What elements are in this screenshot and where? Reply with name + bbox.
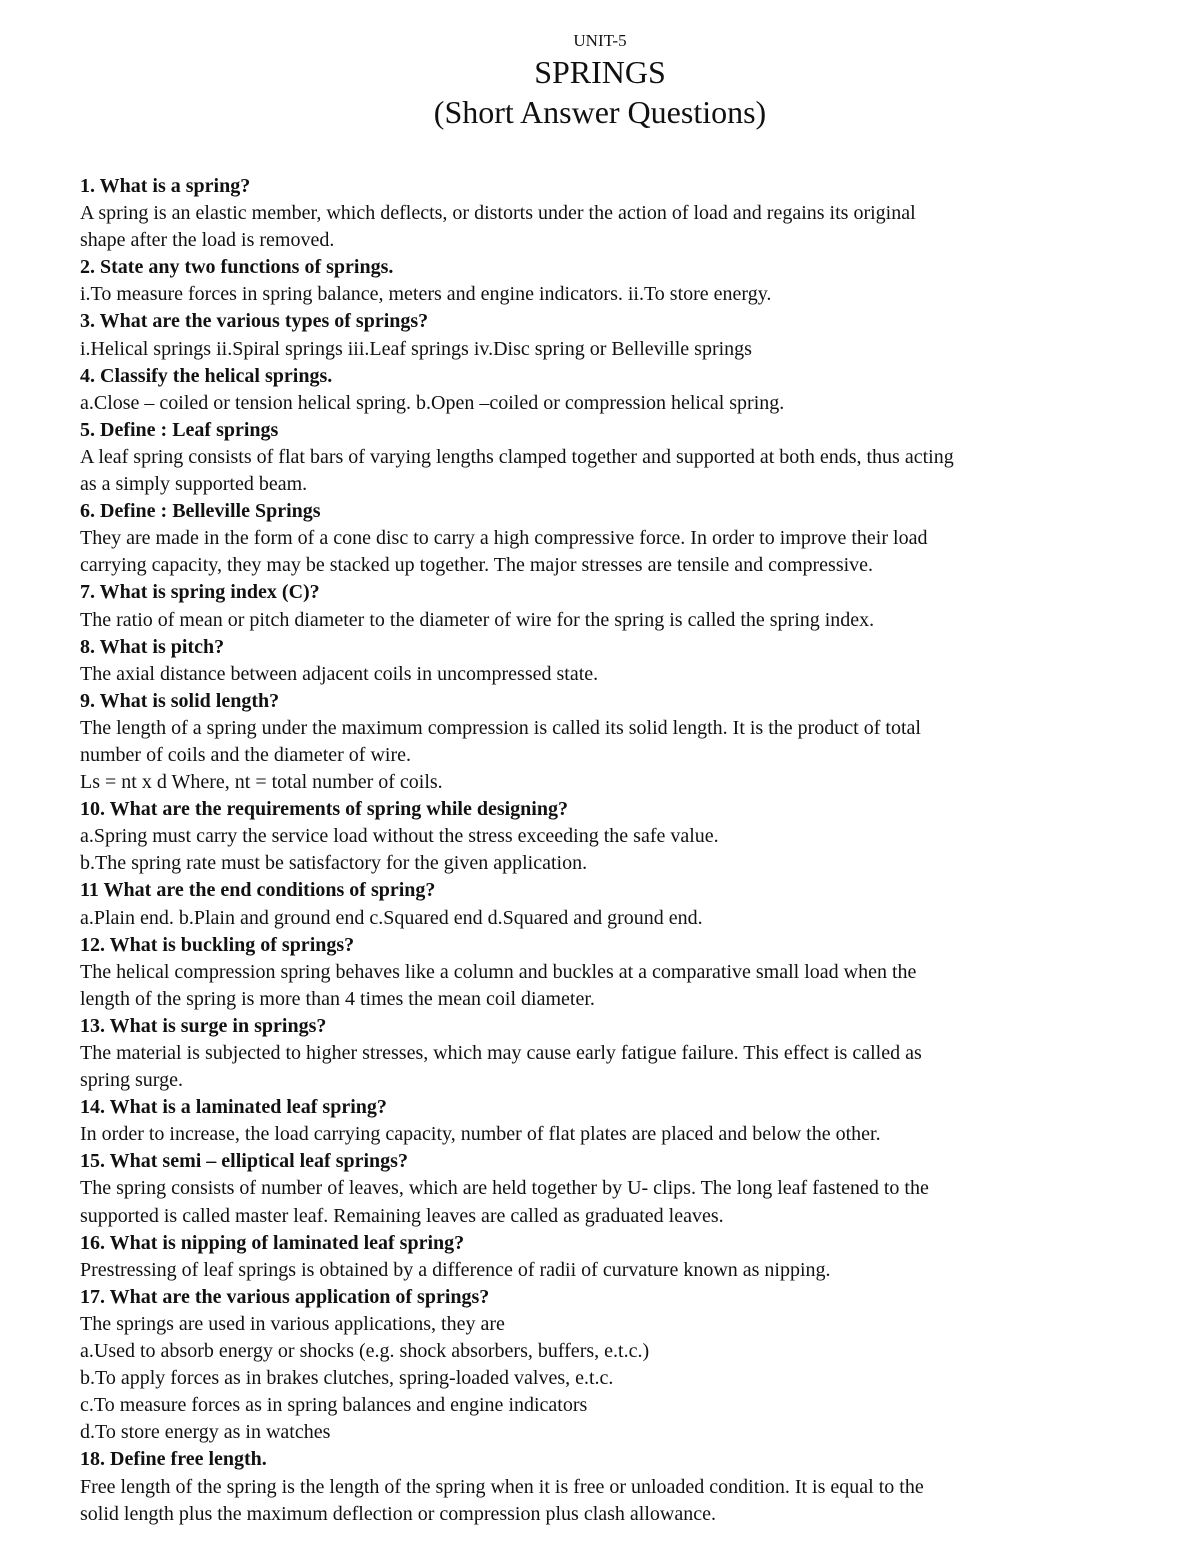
question-heading: 10. What are the requirements of spring while designing? (80, 798, 568, 821)
qa-item (80, 363, 1120, 417)
qa-item (80, 634, 1120, 688)
answer-line: The helical compression spring behaves like a column and buckles at a comparative small load when the (80, 960, 917, 983)
qa-item (80, 796, 1120, 877)
qa-item (80, 1446, 1120, 1527)
qa-item (80, 877, 1120, 931)
answer-line: In order to increase, the load carrying capacity, number of flat plates are placed and below the other. (80, 1123, 881, 1146)
qa-item (80, 1284, 1120, 1447)
page-title: SPRINGS (534, 54, 666, 90)
answer-line: shape after the load is removed. (80, 229, 335, 252)
question-heading: 14. What is a laminated leaf spring? (80, 1096, 387, 1119)
qa-item (80, 688, 1120, 796)
qa-item (80, 579, 1120, 633)
unit-label: UNIT-5 (573, 31, 627, 50)
qa-item (80, 173, 1120, 254)
answer-line: a.Close – coiled or tension helical spring. b.Open –coiled or compression helical spring. (80, 391, 785, 414)
question-heading: 1. What is a spring? (80, 175, 251, 197)
question-answer-list (80, 173, 1120, 1528)
answer-line: Prestressing of leaf springs is obtained by a difference of radii of curvature known as nipping. (80, 1258, 831, 1281)
question-heading: 6. Define : Belleville Springs (80, 500, 321, 523)
question-heading: 18. Define free length. (80, 1448, 267, 1471)
answer-line: b.The spring rate must be satisfactory for the given application. (80, 852, 588, 875)
answer-line: They are made in the form of a cone disc to carry a high compressive force. In order to improve their load (80, 527, 928, 550)
question-heading: 3. What are the various types of springs? (80, 310, 429, 333)
answer-line: A leaf spring consists of flat bars of varying lengths clamped together and supported at both ends, thus acting (80, 445, 954, 468)
answer-line: A spring is an elastic member, which deflects, or distorts under the action of load and regains its original (80, 202, 916, 225)
answer-line: carrying capacity, they may be stacked up together. The major stresses are tensile and compressive. (80, 554, 874, 577)
page-subtitle: (Short Answer Questions) (433, 94, 767, 130)
answer-line: The ratio of mean or pitch diameter to the diameter of wire for the spring is called the spring index. (80, 608, 875, 631)
answer-line: The material is subjected to higher stresses, which may cause early fatigue failure. This effect is called as (80, 1042, 922, 1064)
question-heading: 16. What is nipping of laminated leaf spring? (80, 1231, 465, 1254)
answer-line: supported is called master leaf. Remaining leaves are called as graduated leaves. (80, 1204, 724, 1227)
answer-line: Free length of the spring is the length of the spring when it is free or unloaded condition. It is equal to the (80, 1475, 924, 1498)
answer-line: The spring consists of number of leaves, which are held together by U- clips. The long leaf fastened to the (80, 1177, 929, 1200)
qa-item (80, 1094, 1120, 1148)
answer-line: The axial distance between adjacent coils in uncompressed state. (80, 662, 599, 685)
answer-line: number of coils and the diameter of wire. (80, 743, 411, 766)
qa-item (80, 417, 1120, 498)
question-heading: 4. Classify the helical springs. (80, 364, 333, 387)
answer-line: c.To measure forces as in spring balances and engine indicators (80, 1394, 588, 1417)
qa-item (80, 254, 1120, 308)
question-heading: 12. What is buckling of springs? (80, 933, 355, 956)
qa-item (80, 1230, 1120, 1284)
document-header (80, 30, 1120, 132)
question-heading: 7. What is spring index (C)? (80, 581, 320, 604)
answer-line: as a simply supported beam. (80, 473, 308, 496)
question-heading: 11 What are the end conditions of spring? (80, 879, 436, 902)
answer-line: a.Plain end. b.Plain and ground end c.Squared end d.Squared and ground end. (80, 906, 703, 929)
answer-line: a.Used to absorb energy or shocks (e.g. shock absorbers, buffers, e.t.c.) (80, 1340, 650, 1363)
qa-item (80, 1013, 1120, 1094)
qa-item (80, 1148, 1120, 1229)
qa-item (80, 498, 1120, 579)
answer-line: The springs are used in various applications, they are (80, 1312, 505, 1335)
question-heading: 9. What is solid length? (80, 689, 280, 712)
answer-line: a.Spring must carry the service load without the stress exceeding the safe value. (80, 825, 719, 848)
answer-line: i.To measure forces in spring balance, meters and engine indicators. ii.To store energy. (80, 283, 772, 306)
answer-line: b.To apply forces as in brakes clutches, spring-loaded valves, e.t.c. (80, 1367, 614, 1390)
answer-line: spring surge. (80, 1069, 183, 1092)
question-heading: 2. State any two functions of springs. (80, 256, 394, 279)
answer-line: d.To store energy as in watches (80, 1421, 331, 1444)
question-heading: 5. Define : Leaf springs (80, 418, 279, 441)
question-heading: 15. What semi – elliptical leaf springs? (80, 1150, 408, 1173)
answer-line: solid length plus the maximum deflection or compression plus clash allowance. (80, 1502, 716, 1525)
answer-line: The length of a spring under the maximum compression is called its solid length. It is the product of total (80, 716, 921, 739)
answer-line: Ls = nt x d Where, nt = total number of coils. (80, 771, 443, 794)
qa-item (80, 308, 1120, 362)
answer-line: length of the spring is more than 4 times the mean coil diameter. (80, 987, 595, 1010)
answer-line: i.Helical springs ii.Spiral springs iii.Leaf springs iv.Disc spring or Belleville springs (80, 337, 752, 360)
qa-item (80, 932, 1120, 1013)
question-heading: 17. What are the various application of springs? (80, 1285, 490, 1308)
question-heading: 8. What is pitch? (80, 635, 225, 658)
question-heading: 13. What is surge in springs? (80, 1014, 327, 1037)
